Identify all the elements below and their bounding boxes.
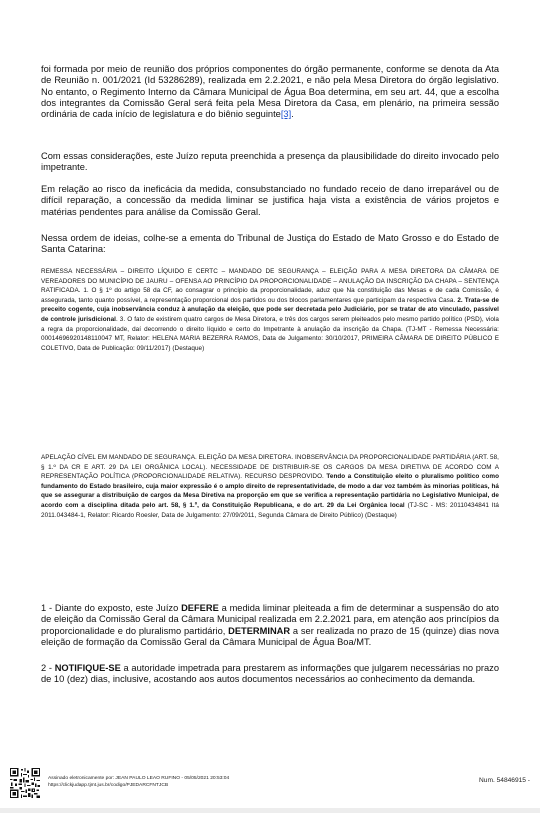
signature-text: Assinado eletronicamente por: JEAN PAULO LEAO RUFINO - 05/05/2021 20:53:04 (48, 776, 230, 781)
decision-determinar: DETERMINAR (228, 625, 291, 636)
footnote-link[interactable]: [3] (280, 109, 292, 120)
paragraph-commission-formation (41, 64, 499, 120)
qr-code-icon (10, 768, 40, 798)
notification-notifique: NOTIFIQUE-SE (54, 663, 121, 673)
paragraph-ementa-intro: Nessa ordem de ideias, colhe-se a ementa do Tribunal de Justiça do Estado de Mato Grosso e do Estado de Santa Catarina: (41, 233, 499, 255)
quote-tjsc (41, 453, 499, 520)
quote-text: REMESSA NECESSÁRIA – DIREITO LÍQUIDO E CERTC – MANDADO DE SEGURANÇA – ELEIÇÃO PARA A MESA DIRETORA DA CÂMARA DE VEREADORES DO MUNICÍPIO DE JAURU – OFENSA AO PRINCÍPIO DA PROPORCIONALIDADE – ANULAÇÃO DA INSCRIÇÃO DA CHAPA – SENTENÇA RATIFICADA. 1. O § 1º do artigo 58 da CF, ao consagrar o princípio da proporcionalidade, aduz que Na constituição das Mesas e de cada Comissão, é assegurada, tanto quanto possível, a representação proporcional dos partidos ou dos blocos parlamentares que participam da respectiva Casa. (41, 268, 499, 304)
signature-block (48, 775, 229, 789)
quote-bold-text: Tendo a Constituição eleito o pluralismo político como fundamento do Estado brasileiro, cuja maior expressão é o amplo direito de representatividade, de modo a dar voz também às minorias políticas, há que se assegurar a distribuição de cargos da Mesa Diretiva na proporção em que se verifica a representação partidária no Legislativo Municipal, de acordo com a disciplina ditada pelo art. 58, § 1.º, da Constituição Republicana, e do art. 29 da Lei Orgânica local (41, 473, 499, 509)
quote-text-end: . 3. O fato de existirem quatro cargos de Mesa Diretora, e três dos cargos serem pleiteados pelo mesmo partido político (PSD), viola a regra da proporcionalidade, daí decorrendo o direito líquido e certo do Impetrante à anulação da inscrição da Chapa. (TJ-MT - Remessa Necessária: 00014696920148110047 MT, Relator: HELENA MARIA BEZERRA RAMOS, Data de Julgamento: 30/10/2017, PRIMEIRA CÂMARA DE DIREITO PÚBLICO E COLETIVO, Data de Publicação: 09/11/2017) (Destaque) (41, 315, 499, 352)
decision-text-mid: a medida liminar pleiteada a fim de determinar a suspensão do ato de eleição da Comissão Geral da Câmara Municipal realizada em 2.2.2021 para, em atenção aos princípios da proporcionalidade e do pluralismo partidário, (41, 603, 499, 636)
paragraph-text-end: . (291, 109, 294, 120)
paragraph-decision (41, 603, 499, 648)
decision-text-end: a ser realizada no prazo de 15 (quinze) dias nova eleição de formação da Comissão Geral da Câmara Municipal de Água Boa/MT. (41, 625, 499, 647)
paragraph-risk: Em relação ao risco da ineficácia da medida, consubstanciado no fundado receio de dano irreparável ou de difícil reparação, a concessão da medida liminar se justifica haja vista a existência de vários projetos e matérias pendentes para análise da Comissão Geral. (41, 184, 499, 217)
quote-text-end: (TJ-SC - MS: 20110434841 Itá 2011.043484-1, Relator: Ricardo Roesler, Data de Julgamento: 27/09/2011, Segunda Câmara de Direito Público) (Destaque) (41, 501, 499, 519)
paragraph-text: foi formada por meio de reunião dos próprios componentes do órgão permanente, conforme se denota da Ata de Reunião n. 001/2021 (Id 53286289), realizada em 2.2.2021, e não pela Mesa Diretora do órgão legislativo. No entanto, o Regimento Interno da Câmara Municipal de Água Boa determina, em seu art. 44, que a escolha dos integrantes da Comissão Geral será feita pela Mesa Diretora da Casa, em plenário, na primeira sessão ordinária de cada início de legislatura e do biênio seguinte (41, 64, 499, 120)
quote-text: APELAÇÃO CÍVEL EM MANDADO DE SEGURANÇA. ELEIÇÃO DA MESA DIRETORA. INOBSERVÂNCIA DA PROPORCIONALIDADE PARTIDÁRIA (ART. 58, § 1.º DA CR E ART. 29 DA LEI ORGÂNICA LOCAL). NECESSIDADE DE DISTRIBUIR-SE OS CARGOS DA MESA DIRETIVA DE ACORDO COM A REPRESENTAÇÃO POLÍTICA (PROPORCIONALIDADE RELATIVA). RECURSO DESPROVIDO. (41, 454, 499, 481)
decision-defere: DEFERE (181, 603, 219, 613)
quote-bold-text: 2. Trata-se de preceito cogente, cuja inobservância conduz à anulação da eleição, que pode ser decretada pelo Judiciário, por se tratar de ato vinculado, passível de controle jurisdicional (41, 296, 499, 323)
decision-text: 1 - Diante do exposto, este Juízo (41, 603, 182, 613)
paragraph-notification (41, 663, 499, 686)
notification-text: a autoridade impetrada para prestarem as informações que julgarem necessárias no prazo de 10 (dez) dias, inclusive, acostando aos autos documentos necessários ao conhecimento da demanda. (41, 663, 500, 685)
document-number: Num. 54846915 - (479, 777, 530, 784)
footer-bar (0, 808, 540, 813)
notification-number: 2 - (41, 663, 55, 673)
page-footer (0, 762, 540, 813)
verification-url[interactable]: https://clickjudapp.tjmt.jus.br/codigo/PJEDARCFNTJCB (48, 783, 169, 788)
paragraph-plausibility: Com essas considerações, este Juízo reputa preenchida a presença da plausibilidade do direito invocado pelo impetrante. (41, 151, 499, 173)
quote-tjmt (41, 267, 499, 353)
